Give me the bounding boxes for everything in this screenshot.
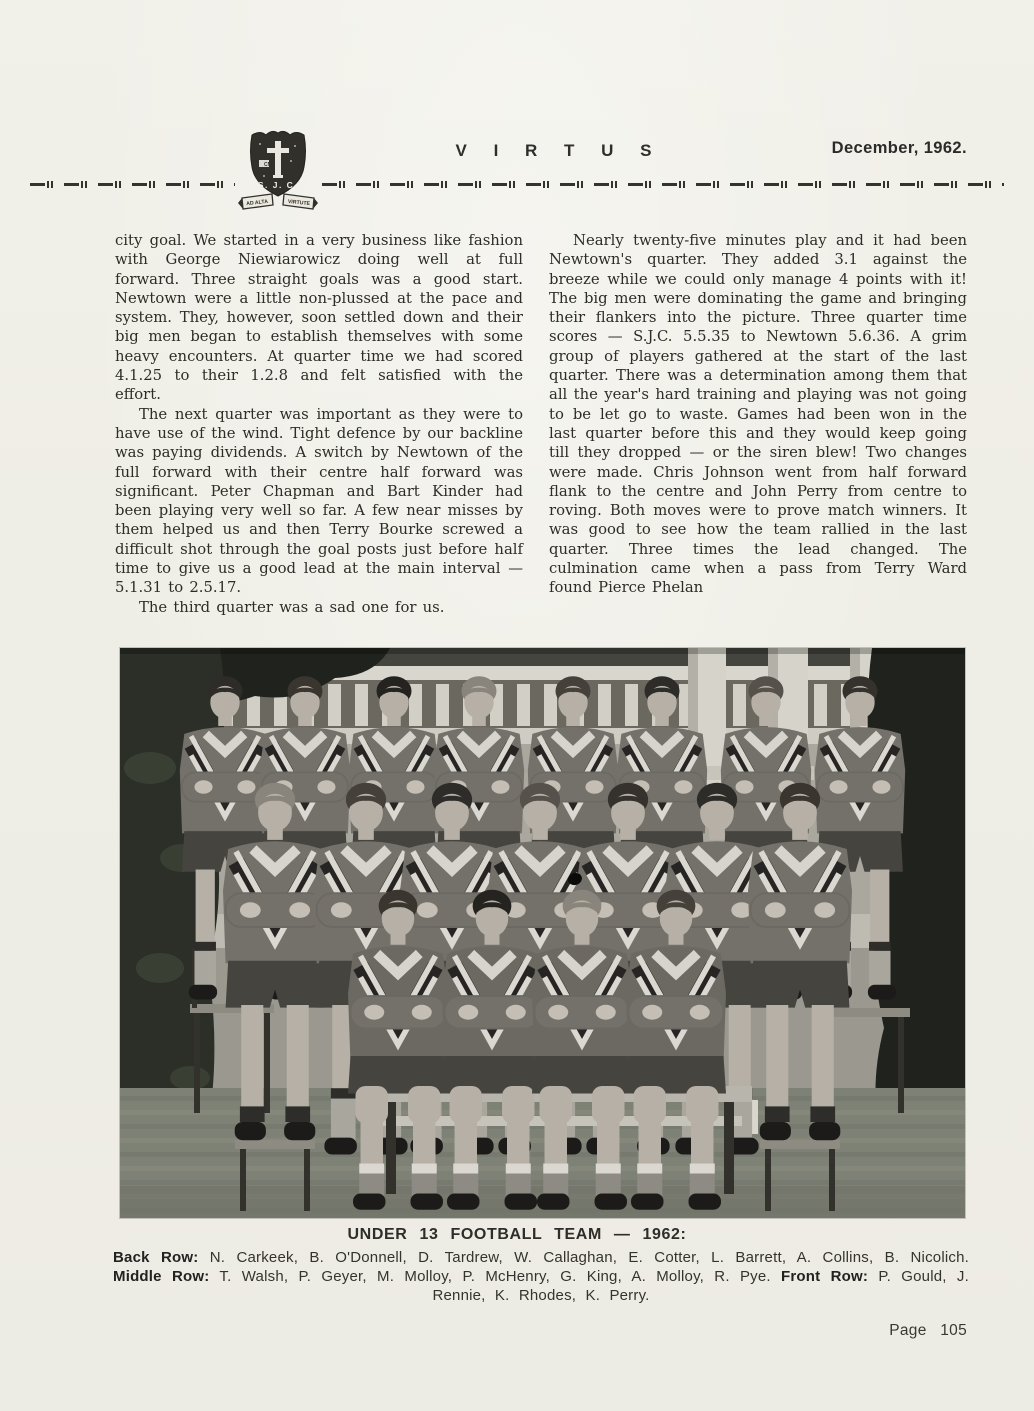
photo-caption-title: UNDER 13 FOOTBALL TEAM — 1962:: [347, 1226, 687, 1243]
article-body: [115, 231, 967, 617]
back-row-names: N. Carkeek, B. O'Donnell, D. Tardrew, W. Callaghan, E. Cotter, L. Barrett, A. Collins, B. Nicolich.: [209, 1249, 969, 1266]
middle-row-label: Middle Row:: [113, 1268, 210, 1285]
decorative-rule-left: [30, 181, 235, 188]
article-column-right: [549, 231, 967, 617]
svg-text:VIRTUTE: VIRTUTE: [287, 198, 311, 208]
paragraph: Nearly twenty-five minutes play and it had been Newtown's quarter. They added 3.1 against the breeze while we could only manage 4 points with it! The big men were dominating the game and bringing their flankers into the picture. Three quarter time scores — S.J.C. 5.5.35 to Newtown 5.6.36. A grim group of players gathered at the start of the last quarter. There was a determination among them that all the year's hard training and playing was not going to be let go to waste. Games had been won in the last quarter before this and they would keep going till they dropped — or the siren blew! Two changes were made. Chris Johnson went from half forward flank to the centre and John Perry from centre to roving. Both moves were to prove match winners. It was good to see how the team rallied in the last quarter. Three times the lead changed. The culmination came when a pass from Terry Ward found Pierce Phelan: [549, 232, 967, 597]
middle-row-names: T. Walsh, P. Geyer, M. Molloy, P. McHenry, G. King, A. Molloy, R. Pye.: [219, 1268, 771, 1285]
issue-date: December, 1962.: [831, 139, 967, 157]
svg-text:AD ALTA: AD ALTA: [245, 198, 269, 208]
team-names: [113, 1248, 969, 1305]
team-photo: [120, 648, 965, 1218]
back-row-label: Back Row:: [113, 1249, 199, 1266]
front-row-names: P. Gould, J. Rennie, K. Rhodes, K. Perry.: [432, 1268, 969, 1304]
front-row-label: Front Row:: [781, 1268, 869, 1285]
team-photo-illustration: [120, 648, 965, 1218]
page-number: Page 105: [889, 1322, 967, 1339]
decorative-rule-right: [322, 181, 1004, 188]
paragraph: The third quarter was a sad one for us.: [139, 598, 445, 616]
article-column-left: [115, 231, 523, 617]
journal-title: V I R T U S: [455, 141, 663, 160]
paragraph: The next quarter was important as they were to have use of the wind. Tight defence by our backline was paying dividends. A switch by Newtown of the full forward with their centre half forward was significant. Peter Chapman and Bart Kinder had been playing very well so far. A few near misses by them helped us and then Terry Bourke screwed a difficult shot through the goal posts just before half time to give us a good lead at the main interval — 5.1.31 to 2.5.17.: [115, 405, 523, 597]
paragraph: city goal. We started in a very business like fashion with George Niewiarowicz doing well at full forward. Three straight goals was a good start. Newtown were a little non-plussed at the pace and system. They, however, soon settled down and their big men began to establish themselves with some heavy encounters. At quarter time we had scored 4.1.25 to their 1.2.8 and felt satisfied with the effort.: [115, 232, 523, 404]
svg-text:CNF: CNF: [264, 162, 275, 168]
crest-initials: S. J. C.: [257, 180, 299, 190]
